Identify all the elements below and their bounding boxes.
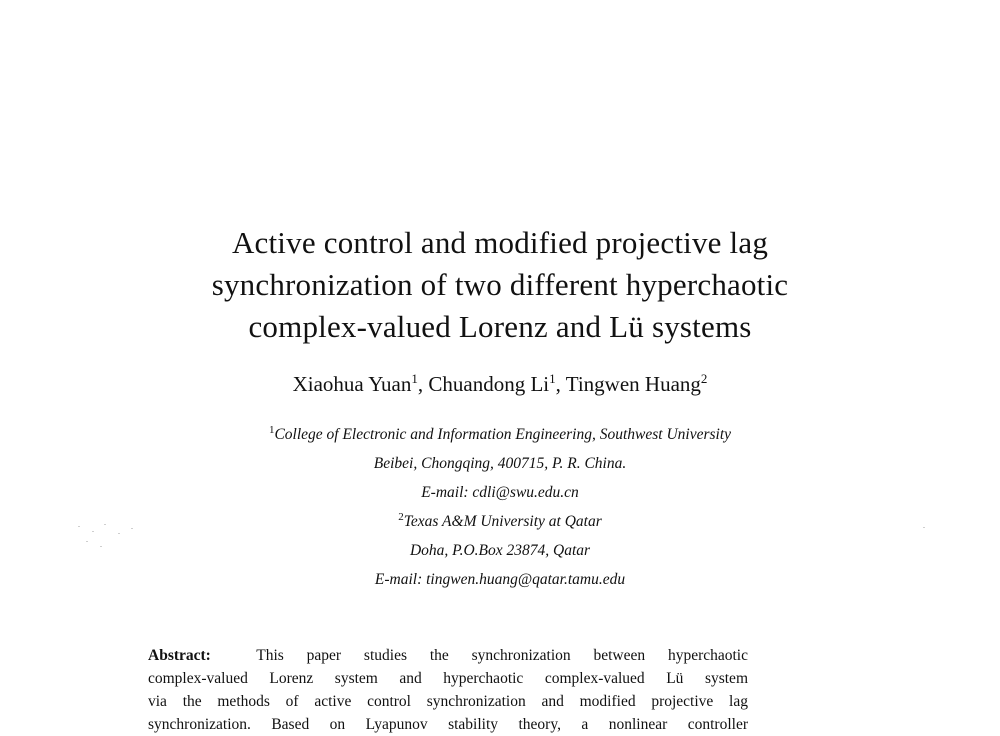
scan-speckle <box>131 528 133 529</box>
scan-speckle <box>78 526 80 527</box>
scan-speckle <box>100 546 102 547</box>
scan-speckle <box>104 524 106 525</box>
title-line-3: complex-valued Lorenz and Lü systems <box>248 309 752 344</box>
scan-speckle <box>92 531 94 532</box>
author-affiliation-mark: 1 <box>411 371 418 386</box>
affiliation-mark: 1 <box>268 423 275 436</box>
title-line-1: Active control and modified projective lag <box>231 225 769 260</box>
abstract <box>148 644 748 736</box>
title-line-2: synchronization of two different hyperchaotic <box>211 267 789 302</box>
paper-title <box>0 222 1000 348</box>
scan-speckle <box>923 527 925 528</box>
affiliation-1-institution <box>0 424 1000 453</box>
affiliation-2-institution <box>0 511 1000 540</box>
affiliation-2-text: Texas A&M University at Qatar <box>403 513 602 530</box>
affiliation-2-address: Doha, P.O.Box 23874, Qatar <box>409 542 591 559</box>
affiliation-1-address: Beibei, Chongqing, 400715, P. R. China. <box>373 455 627 472</box>
affiliation-2-email: E-mail: tingwen.huang@qatar.tamu.edu <box>374 571 626 588</box>
author-affiliation-mark: 2 <box>700 371 708 386</box>
author-name: Tingwen Huang <box>565 372 701 396</box>
abstract-line <box>148 644 748 667</box>
abstract-line: via the methods of active control synchronization and modified projective lag <box>148 693 748 710</box>
author-list: Xiaohua Yuan$^1$, Chuandong Li$^1$, Tingwen Huang$^2$ <box>292 371 708 396</box>
abstract-text: This paper studies the synchronization between hyperchaotic <box>256 647 748 664</box>
affiliation-1-text: College of Electronic and Information Engineering, Southwest University <box>274 426 732 443</box>
author-name: Chuandong Li <box>428 372 550 396</box>
abstract-label: Abstract: <box>148 647 211 664</box>
scan-speckle <box>118 533 120 534</box>
author-affiliation-mark: 1 <box>549 371 556 386</box>
abstract-line: synchronization. Based on Lyapunov stability theory, a nonlinear controller <box>148 716 748 733</box>
affiliation-1-email: E-mail: cdli@swu.edu.cn <box>421 484 579 501</box>
affiliations <box>0 424 1000 598</box>
abstract-line: complex-valued Lorenz system and hyperchaotic complex-valued Lü system <box>148 670 748 687</box>
author-name: Xiaohua Yuan <box>292 372 412 396</box>
scan-speckle <box>86 541 88 542</box>
affiliation-mark: 2 <box>398 510 404 523</box>
